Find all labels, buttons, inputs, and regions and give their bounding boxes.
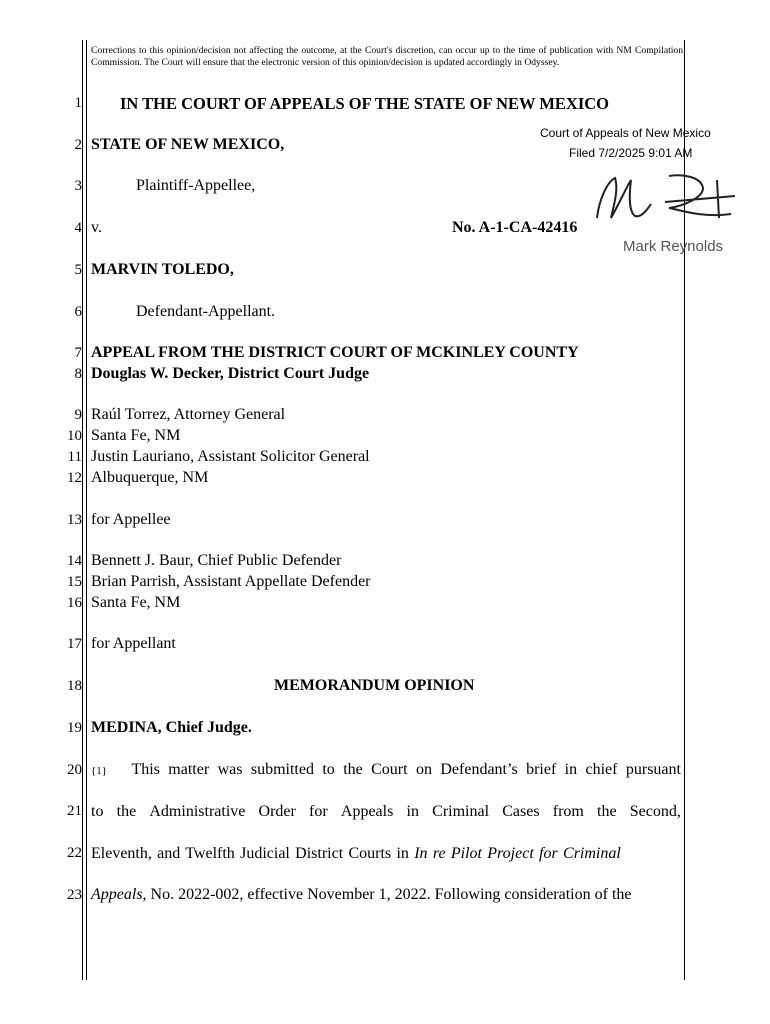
word: Administrative [149, 803, 246, 820]
case-name-italic-cont: Appeals [91, 886, 143, 903]
line-number: 18 [67, 678, 82, 694]
line-number: 14 [67, 553, 82, 569]
word: the [343, 761, 363, 778]
word: pursuant [625, 761, 681, 778]
line-number: 23 [67, 887, 82, 903]
word: matter [168, 761, 210, 778]
paragraph-marker: {1} [91, 765, 108, 777]
word: submitted [250, 761, 314, 778]
word: to [91, 803, 104, 820]
for-appellant: for Appellant [91, 635, 176, 652]
word: Appeals [340, 803, 394, 820]
line-number: 5 [74, 262, 82, 278]
line-number: 6 [74, 304, 82, 320]
word: Second, [629, 803, 681, 820]
line-number: 7 [74, 345, 82, 361]
line-number: 2 [74, 137, 82, 153]
word: Order [258, 803, 296, 820]
word: the [597, 803, 617, 820]
corrections-notice: Corrections to this opinion/decision not affecting the outcome, at the Court's discretion, can occur up to the time of publication with NM Compilation Commission. The Court will ensure that the electronic version of this opinion/decision is updated accordingly in Odyssey. [91, 45, 683, 68]
line-number: 20 [67, 762, 82, 778]
word: Criminal [432, 803, 490, 820]
word: from [552, 803, 584, 820]
word: This [131, 761, 160, 778]
line-number: 21 [67, 803, 82, 819]
line-number: 4 [74, 220, 82, 236]
appellant-counsel-line: Santa Fe, NM [91, 594, 181, 611]
appellant-counsel-line: Bennett J. Baur, Chief Public Defender [91, 552, 342, 569]
signature-stroke-2 [669, 175, 731, 215]
word: was [217, 761, 243, 778]
defendant-name: MARVIN TOLEDO, [91, 261, 234, 278]
line-number: 17 [67, 636, 82, 652]
line-number: 22 [67, 845, 82, 861]
word: brief [526, 761, 557, 778]
appellee-counsel-line: Raúl Torrez, Attorney General [91, 406, 286, 423]
line-number: 12 [67, 470, 82, 486]
signature-image [585, 160, 745, 240]
word: in [564, 761, 578, 778]
word: in [406, 803, 419, 820]
word: on [415, 761, 432, 778]
appellant-counsel-line: Brian Parrish, Assistant Appellate Defender [91, 573, 371, 590]
line-number: 15 [67, 574, 82, 590]
line-number: 3 [74, 178, 82, 194]
line-number: 19 [67, 720, 82, 736]
for-appellee: for Appellee [91, 511, 171, 528]
opinion-heading: MEMORANDUM OPINION [274, 677, 475, 694]
signature-stroke-3 [665, 180, 735, 218]
opinion-line-20 [91, 761, 681, 779]
word: Court [371, 761, 408, 778]
court-title: IN THE COURT OF APPEALS OF THE STATE OF NEW MEXICO [120, 94, 610, 113]
line-number: 8 [74, 366, 82, 382]
appellee-counsel-line: Albuquerque, NM [91, 469, 209, 486]
line-number: 1 [74, 95, 82, 111]
line23-text: , No. 2022-002, effective November 1, 2022. Following consideration of the [142, 886, 632, 903]
case-name-italic: In re Pilot Project for Criminal [414, 845, 621, 862]
appellee-counsel-line: Justin Lauriano, Assistant Solicitor General [91, 448, 370, 465]
signature-stroke-1 [597, 178, 651, 218]
line-number: 11 [67, 449, 82, 465]
word: chief [585, 761, 618, 778]
signer-name: Mark Reynolds [623, 238, 724, 255]
opinion-line-23 [91, 886, 631, 904]
word: for [309, 803, 328, 820]
stamp-filed: Filed 7/2/2025 9:01 AM [569, 146, 693, 160]
district-judge: Douglas W. Decker, District Court Judge [91, 365, 370, 382]
word: Defendant’s [440, 761, 518, 778]
opinion-line-21 [91, 803, 681, 821]
line-number: 10 [67, 428, 82, 444]
appellee-counsel-line: Santa Fe, NM [91, 427, 181, 444]
versus: v. [91, 219, 102, 236]
defendant-role: Defendant-Appellant. [136, 303, 276, 320]
word: to [322, 761, 335, 778]
opinion-line-22 [91, 845, 621, 863]
word: the [116, 803, 137, 820]
left-margin-rule-inner [86, 40, 87, 980]
opinion-author: MEDINA, Chief Judge. [91, 719, 252, 736]
word: Cases [502, 803, 540, 820]
line-number: 16 [67, 595, 82, 611]
left-margin-rule-outer [82, 40, 83, 980]
line-number: 9 [74, 407, 82, 423]
plaintiff-role: Plaintiff-Appellee, [136, 177, 256, 194]
appeal-from: APPEAL FROM THE DISTRICT COURT OF MCKINLEY COUNTY [91, 344, 579, 361]
plaintiff-name: STATE OF NEW MEXICO, [91, 136, 285, 153]
case-number: No. A-1-CA-42416 [452, 219, 578, 236]
stamp-court: Court of Appeals of New Mexico [540, 126, 711, 140]
line22-text: Eleventh, and Twelfth Judicial District Courts in [91, 845, 415, 862]
line-number: 13 [67, 512, 82, 528]
